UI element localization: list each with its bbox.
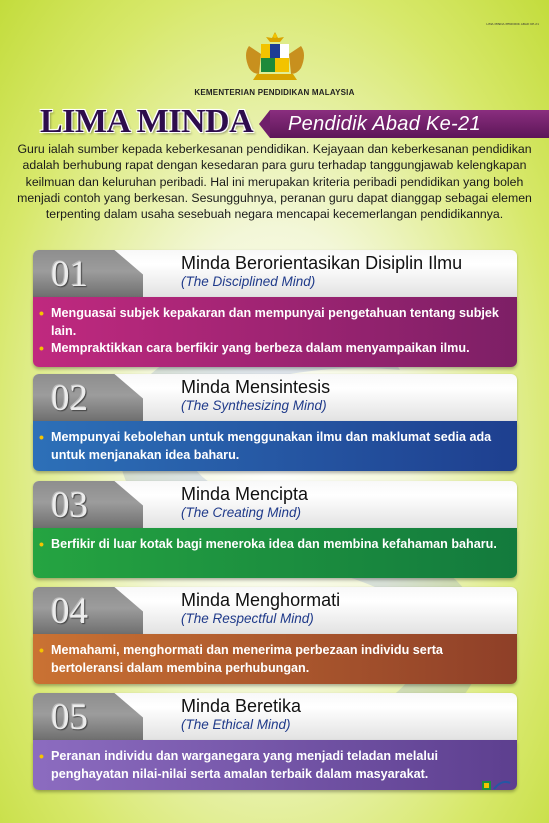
section-03 xyxy=(33,481,517,578)
bullet-list xyxy=(39,305,509,358)
number-box xyxy=(33,250,143,297)
section-header xyxy=(33,693,517,740)
section-number: 01 xyxy=(51,254,88,295)
bullet-list xyxy=(39,536,509,554)
section-header xyxy=(33,587,517,634)
section-header xyxy=(33,374,517,421)
section-subtitle: (The Respectful Mind) xyxy=(181,611,314,626)
section-subtitle: (The Creating Mind) xyxy=(181,505,302,520)
section-band xyxy=(33,528,517,578)
ministry-logo-icon xyxy=(482,780,512,792)
section-band xyxy=(33,634,517,684)
bullet-item: • Memahami, menghormati dan menerima perbezaan individu serta bertoleransi dalam membina perhubungan. xyxy=(39,642,509,677)
section-header xyxy=(33,481,517,528)
section-band xyxy=(33,740,517,790)
section-number: 03 xyxy=(51,485,88,526)
bullet-item: • Mempraktikkan cara berfikir yang berbeza dalam menyampaikan ilmu. xyxy=(39,340,509,358)
section-number: 04 xyxy=(51,591,88,632)
number-box xyxy=(33,587,143,634)
bullet-item: • Peranan individu dan warganegara yang menjadi teladan melalui penghayatan nilai-nilai serta amalan terbaik dalam masyarakat. xyxy=(39,748,509,783)
poster-title: LIMA MINDA xyxy=(40,103,254,140)
section-02 xyxy=(33,374,517,471)
section-05 xyxy=(33,693,517,790)
section-title: Minda Beretika xyxy=(181,696,302,716)
section-title: Minda Mensintesis xyxy=(181,377,331,397)
intro-paragraph: Guru ialah sumber kepada keberkesanan pendidikan. Kejayaan dan keberkesanan pendidikan adalah berhubung rapat dengan kesedaran para guru terhadap tanggungjawab kelengkapan keilmuan dan keluruhan peribadi. Hal ini merupakan kriteria peribadi pendidikan yang boleh menjadi contoh yang berkesan. Sesungguhnya, peranan guru dapat dianggap sebagai elemen terpenting dalam usaha sesebuah negara mencapai kecemerlangan pendidikannya. xyxy=(17,142,532,222)
number-box xyxy=(33,481,143,528)
top-note: LIMA MINDA PENDIDIK ABAD KE-21 xyxy=(486,22,539,26)
section-subtitle: (The Ethical Mind) xyxy=(181,717,291,732)
section-header xyxy=(33,250,517,297)
number-box xyxy=(33,693,143,740)
bullet-list xyxy=(39,429,509,464)
bullet-list xyxy=(39,748,509,783)
section-subtitle: (The Synthesizing Mind) xyxy=(181,398,327,413)
bullet-item: • Menguasai subjek kepakaran dan mempunyai pengetahuan tentang subjek lain. xyxy=(39,305,509,340)
section-01 xyxy=(33,250,517,367)
section-title: Minda Berorientasikan Disiplin Ilmu xyxy=(181,253,463,273)
number-box xyxy=(33,374,143,421)
bullet-list xyxy=(39,642,509,677)
malaysia-coat-of-arms-icon xyxy=(237,30,313,86)
section-title: Minda Menghormati xyxy=(181,590,341,610)
section-number: 05 xyxy=(51,697,88,738)
poster-subtitle: Pendidik Abad Ke-21 xyxy=(288,113,481,135)
bullet-item: • Berfikir di luar kotak bagi meneroka idea dan membina kefahaman baharu. xyxy=(39,536,509,554)
ministry-name: KEMENTERIAN PENDIDIKAN MALAYSIA xyxy=(194,88,355,97)
section-number: 02 xyxy=(51,378,88,419)
section-04 xyxy=(33,587,517,684)
banner-notch xyxy=(259,110,270,138)
section-band xyxy=(33,297,517,367)
title-row xyxy=(0,104,549,140)
section-title: Minda Mencipta xyxy=(181,484,309,504)
section-band xyxy=(33,421,517,471)
section-subtitle: (The Disciplined Mind) xyxy=(181,274,316,289)
bullet-item: • Mempunyai kebolehan untuk menggunakan ilmu dan maklumat sedia ada untuk menjanakan idea baharu. xyxy=(39,429,509,464)
